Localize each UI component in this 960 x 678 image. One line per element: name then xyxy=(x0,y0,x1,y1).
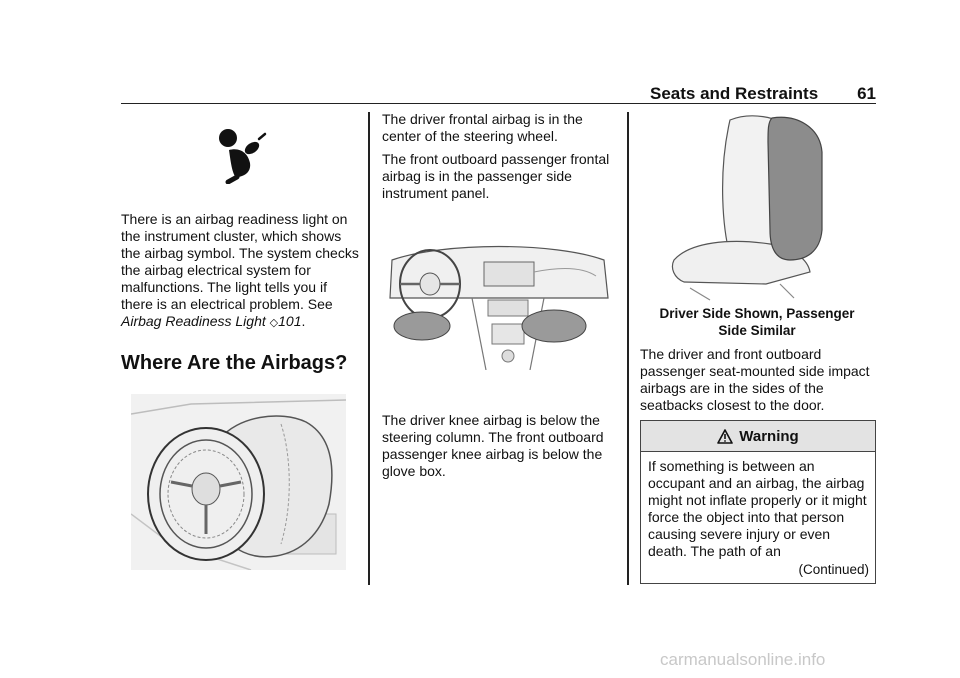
column-divider-2 xyxy=(627,112,629,585)
warning-text: If something is between an occupant and an airbag, the airbag might not inflate properly or it might force the object into that person causing severe injury or even death. The path of an xyxy=(648,458,867,559)
airbag-readiness-icon xyxy=(215,126,271,184)
warning-box xyxy=(640,420,876,584)
airbag-readiness-link[interactable]: Airbag Readiness Light xyxy=(121,313,266,329)
warning-title: Warning xyxy=(739,427,799,445)
steering-wheel-airbag-illustration xyxy=(131,394,346,570)
seat-side-airbag-illustration xyxy=(670,112,830,302)
knee-airbag-illustration xyxy=(384,238,614,370)
passenger-frontal-airbag-text: The front outboard passenger frontal airbag is in the passenger side instrument panel. xyxy=(382,151,610,201)
continued-label: (Continued) xyxy=(798,562,869,577)
watermark: carmanualsonline.info xyxy=(660,650,826,669)
airbags-heading: Where Are the Airbags? xyxy=(121,352,348,374)
page-number: 61 xyxy=(857,84,876,103)
header-rule xyxy=(121,103,876,104)
knee-airbag-text: The driver knee airbag is below the steering column. The front outboard passenger knee airbag is below the glove box. xyxy=(382,412,604,479)
warning-triangle-icon xyxy=(717,429,733,444)
readiness-light-paragraph: There is an airbag readiness light on the instrument cluster, which shows the airbag symbol. The system checks the airbag electrical system for malfunctions. The light tells you if there is an electrical problem. See Airbag Readiness Light ◇101. xyxy=(121,211,359,329)
column-divider-1 xyxy=(368,112,370,585)
seat-illustration-caption: Driver Side Shown, Passenger Side Similar xyxy=(659,306,855,338)
section-title: Seats and Restraints xyxy=(650,84,819,103)
warning-header xyxy=(641,421,875,452)
seat-airbag-text: The driver and front outboard passenger seat-mounted side impact airbags are in the sides of the seatbacks closest to the door. xyxy=(640,346,870,413)
driver-frontal-airbag-text: The driver frontal airbag is in the center of the steering wheel. xyxy=(382,111,583,144)
